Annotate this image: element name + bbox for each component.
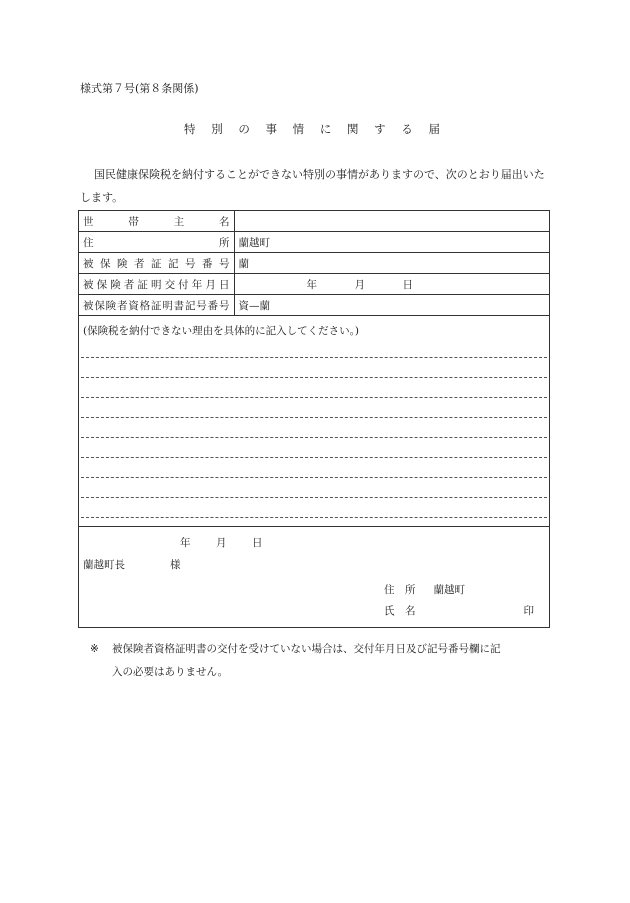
addressee-name: 蘭越町長 [83, 559, 125, 571]
label-char: 者 [134, 257, 145, 270]
label-char: 交 [164, 278, 176, 291]
label-card-number-chars [83, 256, 230, 271]
addressee-honorific: 様 [170, 559, 181, 571]
applicant-address [384, 582, 465, 597]
label-address [79, 232, 234, 253]
label-char: 帯 [128, 215, 139, 228]
reason-line [81, 417, 547, 418]
applicant-address-label: 住 所 [384, 584, 416, 596]
label-char: 明 [150, 278, 162, 291]
label-address-chars [83, 235, 230, 250]
label-char: 保 [100, 257, 111, 270]
label-char: 書 [173, 299, 185, 312]
label-char: 者 [123, 278, 135, 291]
info-table [79, 211, 549, 316]
label-char: 年 [191, 278, 203, 291]
label-char: 険 [105, 299, 117, 312]
value-card-number[interactable]: 蘭 [234, 253, 549, 274]
label-certificate-number-chars [83, 298, 230, 313]
seal-mark: 印 [523, 605, 534, 617]
label-issue-date [79, 274, 234, 295]
label-char: 番 [202, 257, 213, 270]
issue-date-month: 月 [354, 278, 365, 291]
label-char: 号 [219, 257, 230, 270]
submission-day: 日 [252, 537, 263, 549]
label-char: 保 [96, 278, 108, 291]
reason-line [81, 457, 547, 458]
issue-date-year: 年 [306, 278, 317, 291]
applicant-address-value[interactable]: 蘭越町 [433, 584, 465, 596]
label-issue-date-chars [83, 277, 230, 292]
value-certificate-number[interactable]: 資—蘭 [234, 295, 549, 316]
row-issue-date [79, 274, 549, 295]
footnote-line-2: 入の必要はありません。 [112, 666, 229, 678]
label-char: 記 [168, 257, 179, 270]
value-address[interactable]: 蘭越町 [234, 232, 549, 253]
reason-line [81, 437, 547, 438]
reason-area[interactable] [79, 316, 549, 527]
row-householder [79, 211, 549, 232]
reason-line [81, 397, 547, 398]
addressee [83, 557, 181, 572]
label-char: 被 [83, 278, 94, 291]
label-char: 保 [94, 299, 105, 312]
value-householder[interactable] [234, 211, 549, 232]
label-char: 主 [173, 215, 185, 228]
reason-line [81, 477, 547, 478]
label-char: 号 [218, 299, 230, 312]
submission-date [180, 535, 288, 550]
issue-date-parts [239, 277, 546, 292]
label-char: 付 [178, 278, 189, 291]
label-char: 名 [218, 215, 230, 228]
submission-month: 月 [216, 537, 227, 549]
label-char: 者 [116, 299, 128, 312]
row-certificate-number [79, 295, 549, 316]
form-box [78, 210, 550, 628]
label-card-number [79, 253, 234, 274]
label-householder [79, 211, 234, 232]
issue-date-day: 日 [402, 278, 413, 291]
applicant-name-label: 氏 名 [384, 605, 416, 617]
label-char: 日 [218, 278, 230, 291]
row-address [79, 232, 549, 253]
row-card-number [79, 253, 549, 274]
footnote-text-1: 被保険者資格証明書の交付を受けていない場合は、交付年月日及び記号番号欄に記 [112, 643, 501, 655]
applicant-name [384, 603, 534, 618]
label-char: 格 [139, 299, 151, 312]
label-char: 被 [83, 257, 94, 270]
label-char: 明 [162, 299, 173, 312]
label-char: 被 [83, 299, 94, 312]
label-char: 所 [219, 236, 230, 249]
label-char: 証 [151, 257, 162, 270]
label-char: 険 [110, 278, 121, 291]
label-char: 世 [83, 215, 94, 228]
reason-line [81, 517, 547, 518]
label-char: 記 [184, 299, 196, 312]
label-char: 険 [117, 257, 128, 270]
footnote-line-1 [90, 638, 550, 661]
label-char: 証 [137, 278, 148, 291]
footnote [90, 638, 550, 684]
label-char: 号 [196, 299, 207, 312]
reason-line [81, 377, 547, 378]
label-char: 資 [128, 299, 139, 312]
reason-line [81, 497, 547, 498]
label-char: 番 [207, 299, 219, 312]
label-char: 号 [185, 257, 196, 270]
reason-instruction: (保険税を納付できない理由を具体的に記入してください。) [83, 325, 359, 337]
label-char: 証 [150, 299, 162, 312]
document-title: 特 別 の 事 情 に 関 す る 届 [184, 122, 446, 136]
label-householder-chars [83, 214, 230, 229]
value-issue-date[interactable] [234, 274, 549, 295]
label-char: 月 [205, 278, 216, 291]
intro-paragraph: 国民健康保険税を納付することができない特別の事情がありますので、次のとおり届出いたします。 [80, 168, 545, 204]
submission-year: 年 [180, 537, 191, 549]
reason-line [81, 357, 547, 358]
label-char: 住 [83, 236, 94, 249]
footnote-mark: ※ [90, 643, 99, 655]
form-number: 様式第７号(第８条関係) [80, 82, 199, 95]
label-certificate-number [79, 295, 234, 316]
